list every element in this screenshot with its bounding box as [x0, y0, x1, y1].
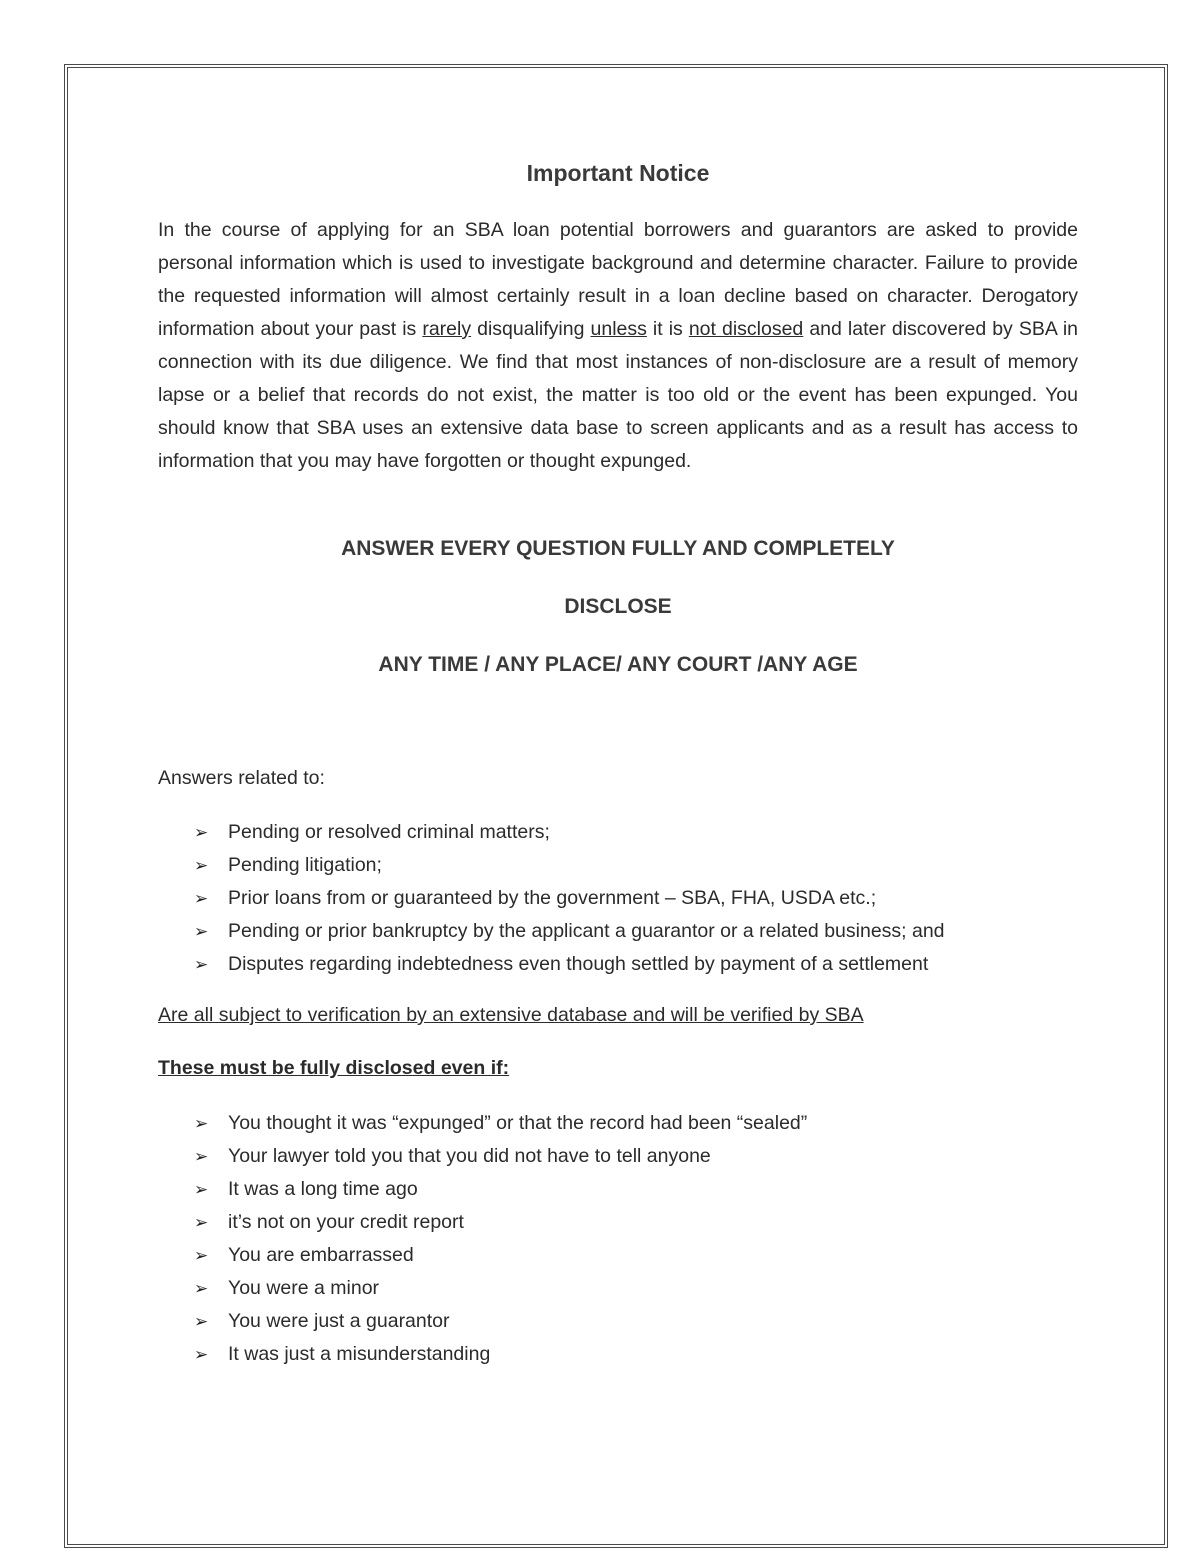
list-item-text: it’s not on your credit report	[228, 1211, 464, 1233]
intro-paragraph	[158, 214, 1078, 478]
answers-list	[194, 816, 945, 981]
list-item	[194, 1338, 807, 1371]
list-item	[194, 882, 945, 915]
list-item	[194, 1239, 807, 1272]
list-item-text: Disputes regarding indebtedness even though settled by payment of a settlement	[228, 953, 929, 975]
list-item-text: Pending or resolved criminal matters;	[228, 821, 550, 843]
list-item	[194, 1140, 807, 1173]
arrowhead-bullet-icon: ➢	[194, 955, 209, 974]
intro-text-2: disqualifying	[471, 318, 591, 340]
list-item-text: Prior loans from or guaranteed by the government – SBA, FHA, USDA etc.;	[228, 887, 877, 909]
list-item	[194, 948, 945, 981]
list-item-text: You are embarrassed	[228, 1244, 414, 1266]
arrowhead-bullet-icon: ➢	[194, 1345, 209, 1364]
list-item-text: You thought it was “expunged” or that the record had been “sealed”	[228, 1112, 808, 1134]
even-if-list	[194, 1107, 807, 1371]
intro-text-3: it is	[646, 318, 689, 340]
arrowhead-bullet-icon: ➢	[194, 1147, 209, 1166]
arrowhead-bullet-icon: ➢	[194, 823, 209, 842]
arrowhead-bullet-icon: ➢	[194, 1279, 209, 1298]
arrowhead-bullet-icon: ➢	[194, 1180, 209, 1199]
arrowhead-bullet-icon: ➢	[194, 856, 209, 875]
answers-label: Answers related to:	[158, 767, 325, 789]
list-item	[194, 1173, 807, 1206]
headline-answer-every-question: ANSWER EVERY QUESTION FULLY AND COMPLETELY	[341, 537, 895, 560]
list-item-text: You were a minor	[228, 1277, 380, 1299]
must-disclose-heading: These must be fully disclosed even if:	[158, 1057, 510, 1079]
intro-underlined-rarely: rarely	[422, 318, 472, 340]
headline-any-time: ANY TIME / ANY PLACE/ ANY COURT /ANY AGE	[378, 653, 858, 676]
list-item-text: Pending or prior bankruptcy by the applicant a guarantor or a related business; and	[228, 920, 945, 942]
arrowhead-bullet-icon: ➢	[194, 922, 209, 941]
arrowhead-bullet-icon: ➢	[194, 889, 209, 908]
page-title: Important Notice	[526, 160, 710, 186]
list-item	[194, 1272, 807, 1305]
arrowhead-bullet-icon: ➢	[194, 1246, 209, 1265]
list-item-text: It was a long time ago	[228, 1178, 418, 1200]
list-item	[194, 849, 945, 882]
list-item-text: It was just a misunderstanding	[228, 1343, 491, 1365]
list-item-text: Pending litigation;	[228, 854, 382, 876]
arrowhead-bullet-icon: ➢	[194, 1114, 209, 1133]
list-item-text: You were just a guarantor	[228, 1310, 450, 1332]
list-item	[194, 1107, 807, 1140]
intro-underlined-unless: unless	[590, 318, 647, 340]
list-item	[194, 1305, 807, 1338]
intro-text-4: and later discovered by SBA in connection with its due diligence. We find that most instances of non-disclosure are a result of memory lapse or a belief that records do not exist, the matter is too old or the event has been expunged. You should know that SBA uses an extensive data base to screen applicants and as a result has access to information that you may have forgotten or thought expunged.	[158, 318, 1078, 472]
list-item-text: Your lawyer told you that you did not have to tell anyone	[228, 1145, 711, 1167]
list-item	[194, 816, 945, 849]
arrowhead-bullet-icon: ➢	[194, 1213, 209, 1232]
list-item	[194, 1206, 807, 1239]
arrowhead-bullet-icon: ➢	[194, 1312, 209, 1331]
list-item	[194, 915, 945, 948]
verification-note: Are all subject to verification by an extensive database and will be verified by SBA	[158, 1004, 864, 1026]
intro-underlined-not-disclosed: not disclosed	[688, 318, 804, 340]
intro-text-1: In the course of applying for an SBA loan potential borrowers and guarantors are asked to provide personal information which is used to investigate background and determine character. Failure to provide the requested information will almost certainly result in a loan decline based on character. Derogatory information about your past is	[158, 219, 1078, 340]
headline-disclose: DISCLOSE	[564, 595, 672, 618]
